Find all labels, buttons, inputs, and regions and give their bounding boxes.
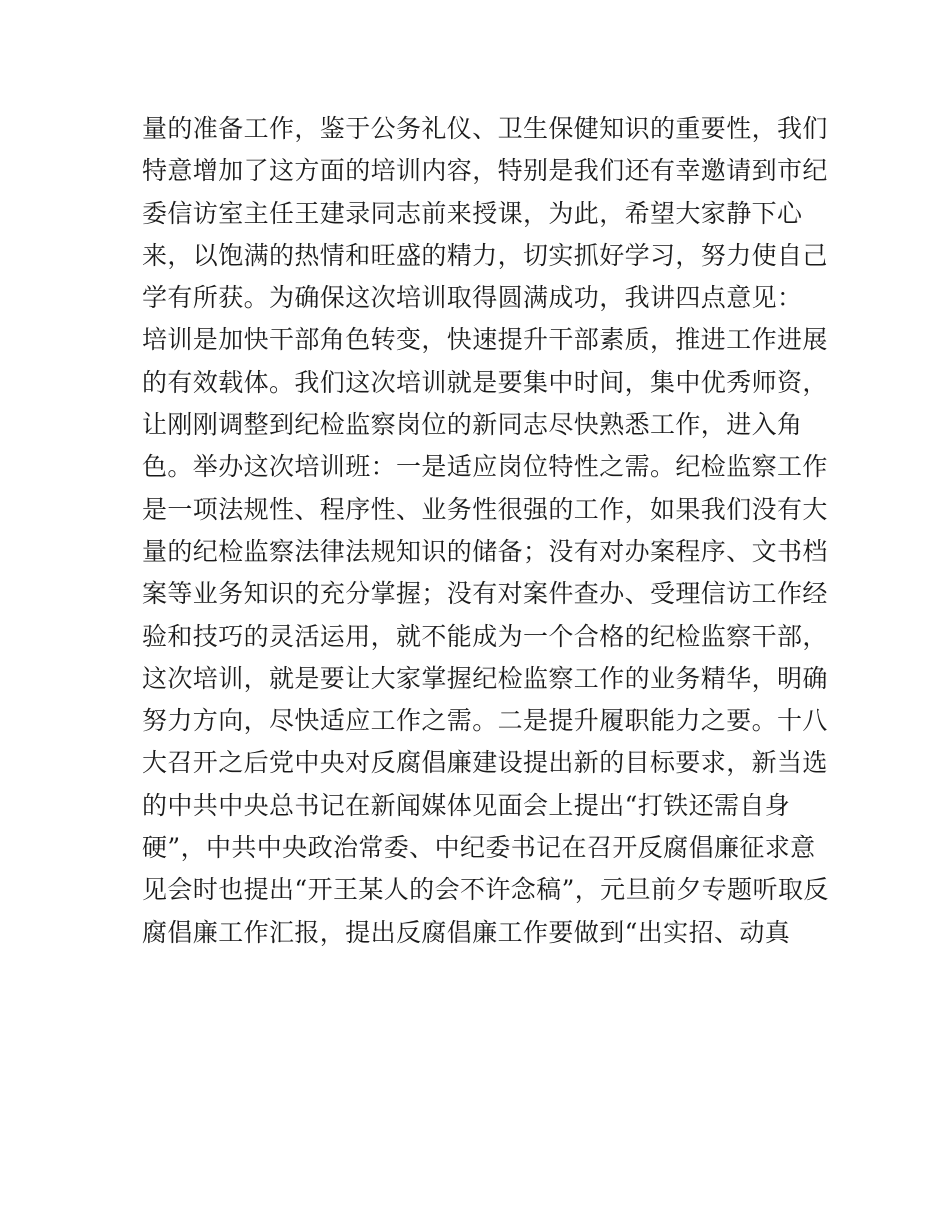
text-line: 见会时也提出“开王某人的会不许念稿”，元旦前夕专题听取反 xyxy=(142,875,829,905)
text-line: 硬”，中共中央政治常委、中纪委书记在召开反腐倡廉征求意 xyxy=(142,833,816,863)
text-line: 特意增加了这方面的培训内容，特别是我们还有幸邀请到市纪 xyxy=(142,156,828,186)
text-line: 来，以饱满的热情和旺盛的精力，切实抓好学习，努力使自己 xyxy=(142,240,828,270)
text-line: 学有所获。为确保这次培训取得圆满成功，我讲四点意见： xyxy=(142,283,803,313)
text-line: 培训是加快干部角色转变，快速提升干部素质，推进工作进展 xyxy=(142,325,828,355)
text-line: 大召开之后党中央对反腐倡廉建设提出新的目标要求，新当选 xyxy=(142,748,828,778)
text-line: 的有效载体。我们这次培训就是要集中时间，集中优秀师资， xyxy=(142,367,828,397)
text-line: 色。举办这次培训班：一是适应岗位特性之需。纪检监察工作 xyxy=(142,452,828,482)
text-line: 案等业务知识的充分掌握；没有对案件查办、受理信访工作经 xyxy=(142,579,828,609)
body-text xyxy=(142,108,829,954)
text-line: 努力方向，尽快适应工作之需。二是提升履职能力之要。十八 xyxy=(142,706,828,736)
text-line: 验和技巧的灵活运用，就不能成为一个合格的纪检监察干部， xyxy=(142,621,828,651)
text-line: 这次培训，就是要让大家掌握纪检监察工作的业务精华，明确 xyxy=(142,663,828,693)
text-line: 量的准备工作，鉴于公务礼仪、卫生保健知识的重要性，我们 xyxy=(142,114,828,143)
text-line: 的中共中央总书记在新闻媒体见面会上提出“打铁还需自身 xyxy=(142,790,791,820)
text-line: 腐倡廉工作汇报，提出反腐倡廉工作要做到“出实招、动真 xyxy=(142,917,791,947)
text-line: 让刚刚调整到纪检监察岗位的新同志尽快熟悉工作，进入角 xyxy=(142,410,803,440)
text-line: 是一项法规性、程序性、业务性很强的工作，如果我们没有大 xyxy=(142,494,828,524)
text-line: 量的纪检监察法律法规知识的储备；没有对办案程序、文书档 xyxy=(142,536,828,566)
text-line: 委信访室主任王建录同志前来授课，为此，希望大家静下心 xyxy=(142,198,803,228)
